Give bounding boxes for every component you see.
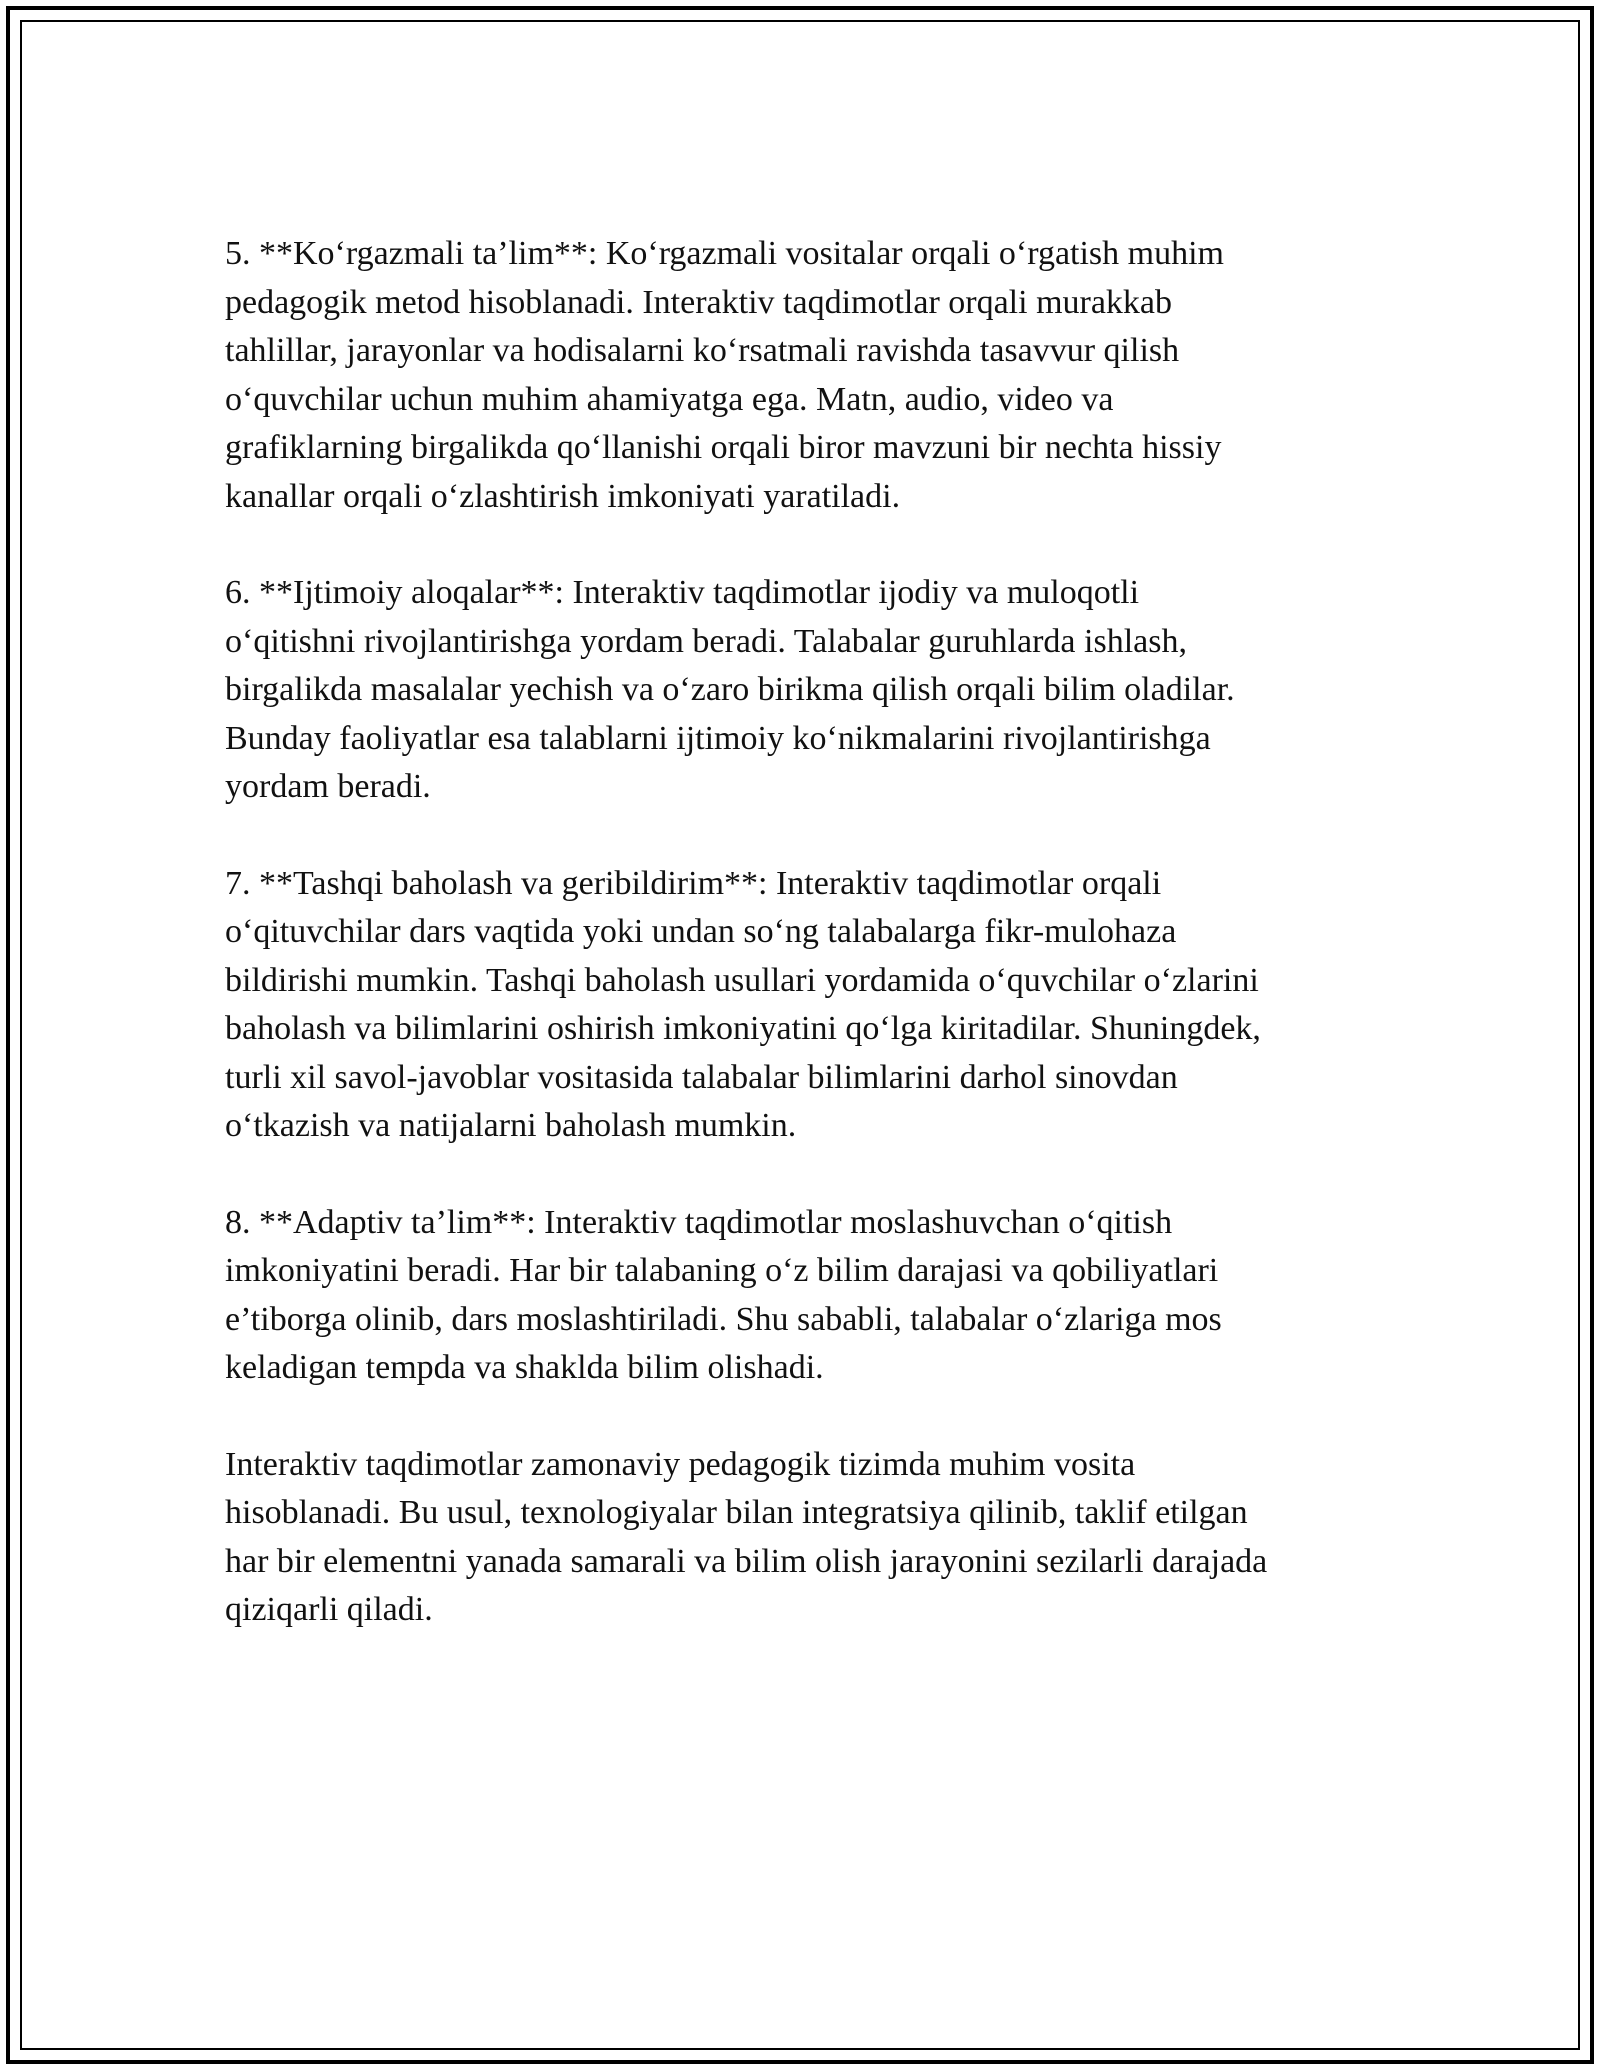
text-line: pedagogik metod hisoblanadi. Interaktiv taqdimotlar orqali murakkab bbox=[225, 283, 1173, 321]
text-line: Interaktiv taqdimotlar zamonaviy pedagogik tizimda muhim vosita bbox=[225, 1445, 1136, 1483]
text-line: keladigan tempda va shaklda bilim olishadi. bbox=[225, 1349, 824, 1386]
text-line: yordam beradi. bbox=[225, 768, 431, 805]
text-line: har bir elementni yanada samarali va bilim olish jarayonini sezilarli darajada bbox=[225, 1542, 1268, 1580]
document-body bbox=[225, 230, 1375, 1683]
text-line: kanallar orqali o‘zlashtirish imkoniyati yaratiladi. bbox=[225, 477, 901, 515]
text-line: imkoniyatini beradi. Har bir talabaning o‘z bilim darajasi va qobiliyatlari bbox=[225, 1252, 1219, 1289]
text-line: qiziqarli qiladi. bbox=[225, 1591, 433, 1628]
text-line: bildirishi mumkin. Tashqi baholash usullari yordamida o‘quvchilar o‘zlarini bbox=[225, 961, 1259, 999]
text-line: 6. **Ijtimoiy aloqalar**: Interaktiv taqdimotlar ijodiy va muloqotli bbox=[225, 574, 1140, 611]
text-line: o‘tkazish va natijalarni baholash mumkin. bbox=[225, 1107, 797, 1144]
paragraph-conclusion bbox=[225, 1441, 1375, 1635]
paragraph-tashqi-baholash bbox=[225, 860, 1375, 1151]
text-line: 8. **Adaptiv ta’lim**: Interaktiv taqdimotlar moslashuvchan o‘qitish bbox=[225, 1203, 1173, 1241]
paragraph-ijtimoiy-aloqalar bbox=[225, 569, 1375, 812]
text-line: tahlillar, jarayonlar va hodisalarni ko‘rsatmali ravishda tasavvur qilish bbox=[225, 332, 1180, 369]
text-line: e’tiborga olinib, dars moslashtiriladi. Shu sababli, talabalar o‘zlariga mos bbox=[225, 1300, 1222, 1338]
text-line: o‘qitishni rivojlantirishga yordam beradi. Talabalar guruhlarda ishlash, bbox=[225, 622, 1187, 660]
text-line: 5. **Ko‘rgazmali ta’lim**: Ko‘rgazmali vositalar orqali o‘rgatish muhim bbox=[225, 235, 1224, 272]
text-line: turli xil savol-javoblar vositasida talabalar bilimlarini darhol sinovdan bbox=[225, 1058, 1178, 1096]
text-line: Bunday faoliyatlar esa talablarni ijtimoiy ko‘nikmalarini rivojlantirishga bbox=[225, 719, 1211, 757]
text-line: grafiklarning birgalikda qo‘llanishi orqali biror mavzuni bir nechta hissiy bbox=[225, 429, 1222, 466]
text-line: o‘quvchilar uchun muhim ahamiyatga ega. Matn, audio, video va bbox=[225, 380, 1114, 418]
text-line: baholash va bilimlarini oshirish imkoniyatini qo‘lga kiritadilar. Shuningdek, bbox=[225, 1010, 1261, 1047]
paragraph-korgazmali-talim bbox=[225, 230, 1375, 521]
paragraph-adaptiv-talim bbox=[225, 1199, 1375, 1393]
text-line: 7. **Tashqi baholash va geribildirim**: Interaktiv taqdimotlar orqali bbox=[225, 864, 1162, 902]
text-line: birgalikda masalalar yechish va o‘zaro birikma qilish orqali bilim oladilar. bbox=[225, 671, 1235, 708]
text-line: hisoblanadi. Bu usul, texnologiyalar bilan integratsiya qilinib, taklif etilgan bbox=[225, 1494, 1248, 1531]
text-line: o‘qituvchilar dars vaqtida yoki undan so‘ng talabalarga fikr-mulohaza bbox=[225, 913, 1177, 950]
